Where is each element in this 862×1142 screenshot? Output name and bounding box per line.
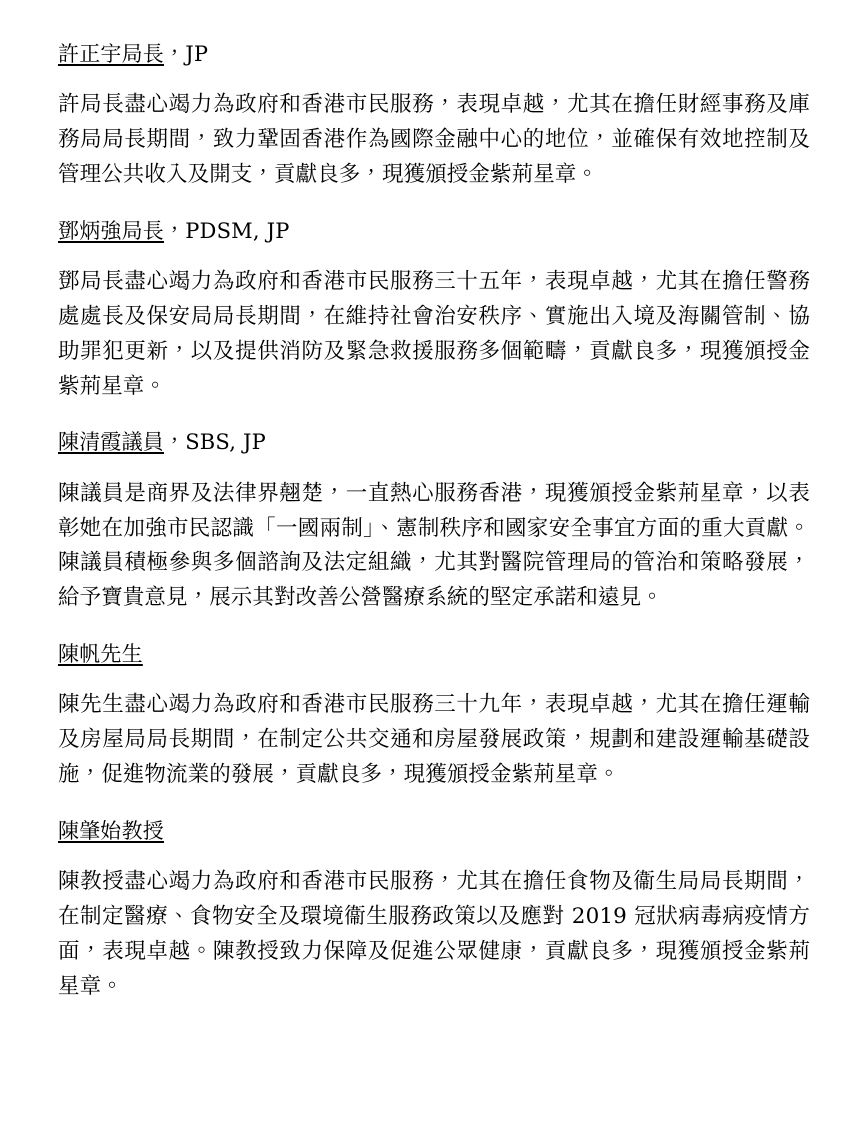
recipient-name-underlined: 鄧炳強局長 xyxy=(58,218,164,243)
recipient-name-underlined: 陳清霞議員 xyxy=(58,430,164,455)
recipient-name xyxy=(58,428,810,456)
recipient-honours: ，SBS, JP xyxy=(164,430,266,455)
recipient-name-underlined: 陳帆先生 xyxy=(58,642,143,667)
citation-text: 陳先生盡心竭力為政府和香港市民服務三十九年，表現卓越，尤其在擔任運輸及房屋局局長期間，在制定公共交通和房屋發展政策，規劃和建設運輸基礎設施，促進物流業的發展，貢獻良多，現獲頒授金紫荊星章。 xyxy=(58,692,810,788)
recipient-name xyxy=(58,217,810,245)
recipient-honours: ，JP xyxy=(164,42,209,66)
award-entry xyxy=(58,40,810,193)
award-entry xyxy=(58,428,810,616)
recipient-name-underlined: 許正宇局長 xyxy=(58,42,164,66)
citation-text: 許局長盡心竭力為政府和香港市民服務，表現卓越，尤其在擔任財經事務及庫務局局長期間，致力鞏固香港作為國際金融中心的地位，並確保有效地控制及管理公共收入及開支，貢獻良多，現獲頒授金紫荊星章。 xyxy=(58,92,810,187)
recipient-name xyxy=(58,640,810,668)
recipient-honours: ，PDSM, JP xyxy=(164,218,290,243)
citation-text: 陳教授盡心竭力為政府和香港市民服務，尤其在擔任食物及衞生局局長期間，在制定醫療、食物安全及環境衞生服務政策以及應對 2019 冠狀病毒病疫情方面，表現卓越。陳教授致力保障及促進公眾健康，貢獻良多，現獲頒授金紫荊星章。 xyxy=(58,869,810,999)
citation-text: 陳議員是商界及法律界翹楚，一直熱心服務香港，現獲頒授金紫荊星章，以表彰她在加強市民認識「一國兩制」、憲制秩序和國家安全事宜方面的重大貢獻。陳議員積極參與多個諮詢及法定組織，尤其對醫院管理局的管治和策略發展，給予寶貴意見，展示其對改善公營醫療系統的堅定承諾和遠見。 xyxy=(58,480,810,611)
award-entry xyxy=(58,817,810,1005)
recipient-name xyxy=(58,817,810,845)
recipient-name-underlined: 陳肇始教授 xyxy=(58,818,164,843)
award-entry xyxy=(58,217,810,405)
recipient-name xyxy=(58,40,810,68)
award-entry xyxy=(58,640,810,793)
citation-text: 鄧局長盡心竭力為政府和香港市民服務三十五年，表現卓越，尤其在擔任警務處處長及保安局局長期間，在維持社會治安秩序、實施出入境及海關管制、協助罪犯更新，以及提供消防及緊急救援服務多個範疇，貢獻良多，現獲頒授金紫荊星章。 xyxy=(58,269,810,399)
